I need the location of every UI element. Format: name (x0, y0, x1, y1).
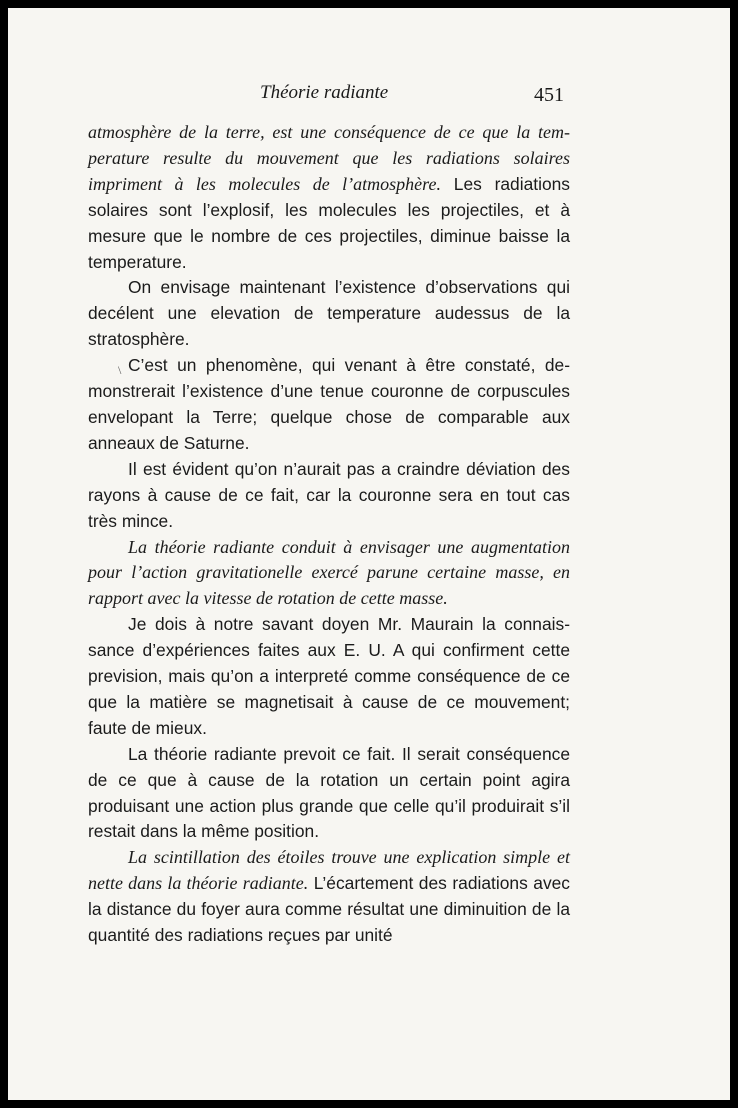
text-span: La théorie radiante conduit à envisager une augmentation pour l’action gravitationelle exercé parune certaine masse, en rapport avec la vitesse de rotation de cette masse. (88, 536, 570, 609)
text-span: On envisage maintenant l’existence d’observations qui decélent une elevation de temperature audessus de la stratosphère. (88, 277, 570, 350)
text-span: Les radiations solaires sont l’explosif, les molecules les projectiles, et à mesure que le nombre de ces projectiles, diminue baisse la temperature. (88, 173, 570, 272)
paragraph-7 (88, 742, 570, 846)
text-span: atmosphère de la terre, est une conséquence de ce que la temperature resulte du mouvement que les radiations solaires impriment à les molecules de l’atmosphère. (88, 122, 570, 194)
paragraph-1 (88, 120, 570, 275)
page-number: 451 (534, 84, 564, 106)
text-span: L’écartement des radiations avec la distance du foyer aura comme résultat une diminuition de la quantité des radiations reçues par unité (88, 873, 571, 946)
paragraph-8 (88, 845, 570, 949)
paragraph-2 (88, 275, 570, 353)
running-title: Théorie radiante (260, 82, 389, 103)
text-span: La scintillation des étoiles trouve une explication simple et nette dans la théorie radiante. (88, 847, 570, 894)
text-span: Il est évident qu’on n’aurait pas a craindre déviation des rayons à cause de ce fait, car la couronne sera en tout cas très mince. (88, 458, 570, 531)
paragraph-5 (88, 535, 570, 613)
paragraph-6 (88, 612, 570, 742)
body-text (88, 120, 570, 949)
page-header (8, 82, 730, 108)
text-span: Je dois à notre savant doyen Mr. Maurain la connaissance d’expériences faites aux E. U. A qui confirment cette prevision, mais qu’on a interpreté comme conséquence de ce que la matière se magnetisait à cause de ce mouvement; faute de mieux. (88, 614, 570, 738)
text-span: C’est un phenomène, qui venant à être constaté, demonstrerait l’existence d’une tenue couronne de corpuscules envelopant la Terre; quelque chose de comparable aux anneaux de Saturne. (88, 355, 570, 453)
paragraph-4 (88, 457, 570, 535)
paragraph-3 (88, 353, 570, 457)
margin-mark-icon: \ (118, 363, 122, 377)
book-page (8, 8, 730, 1100)
text-span: La théorie radiante prevoit ce fait. Il serait conséquence de ce que à cause de la rotation un certain point agira produisant une action plus grande que celle qu’il produirait s’il restait dans la même position. (88, 743, 570, 842)
